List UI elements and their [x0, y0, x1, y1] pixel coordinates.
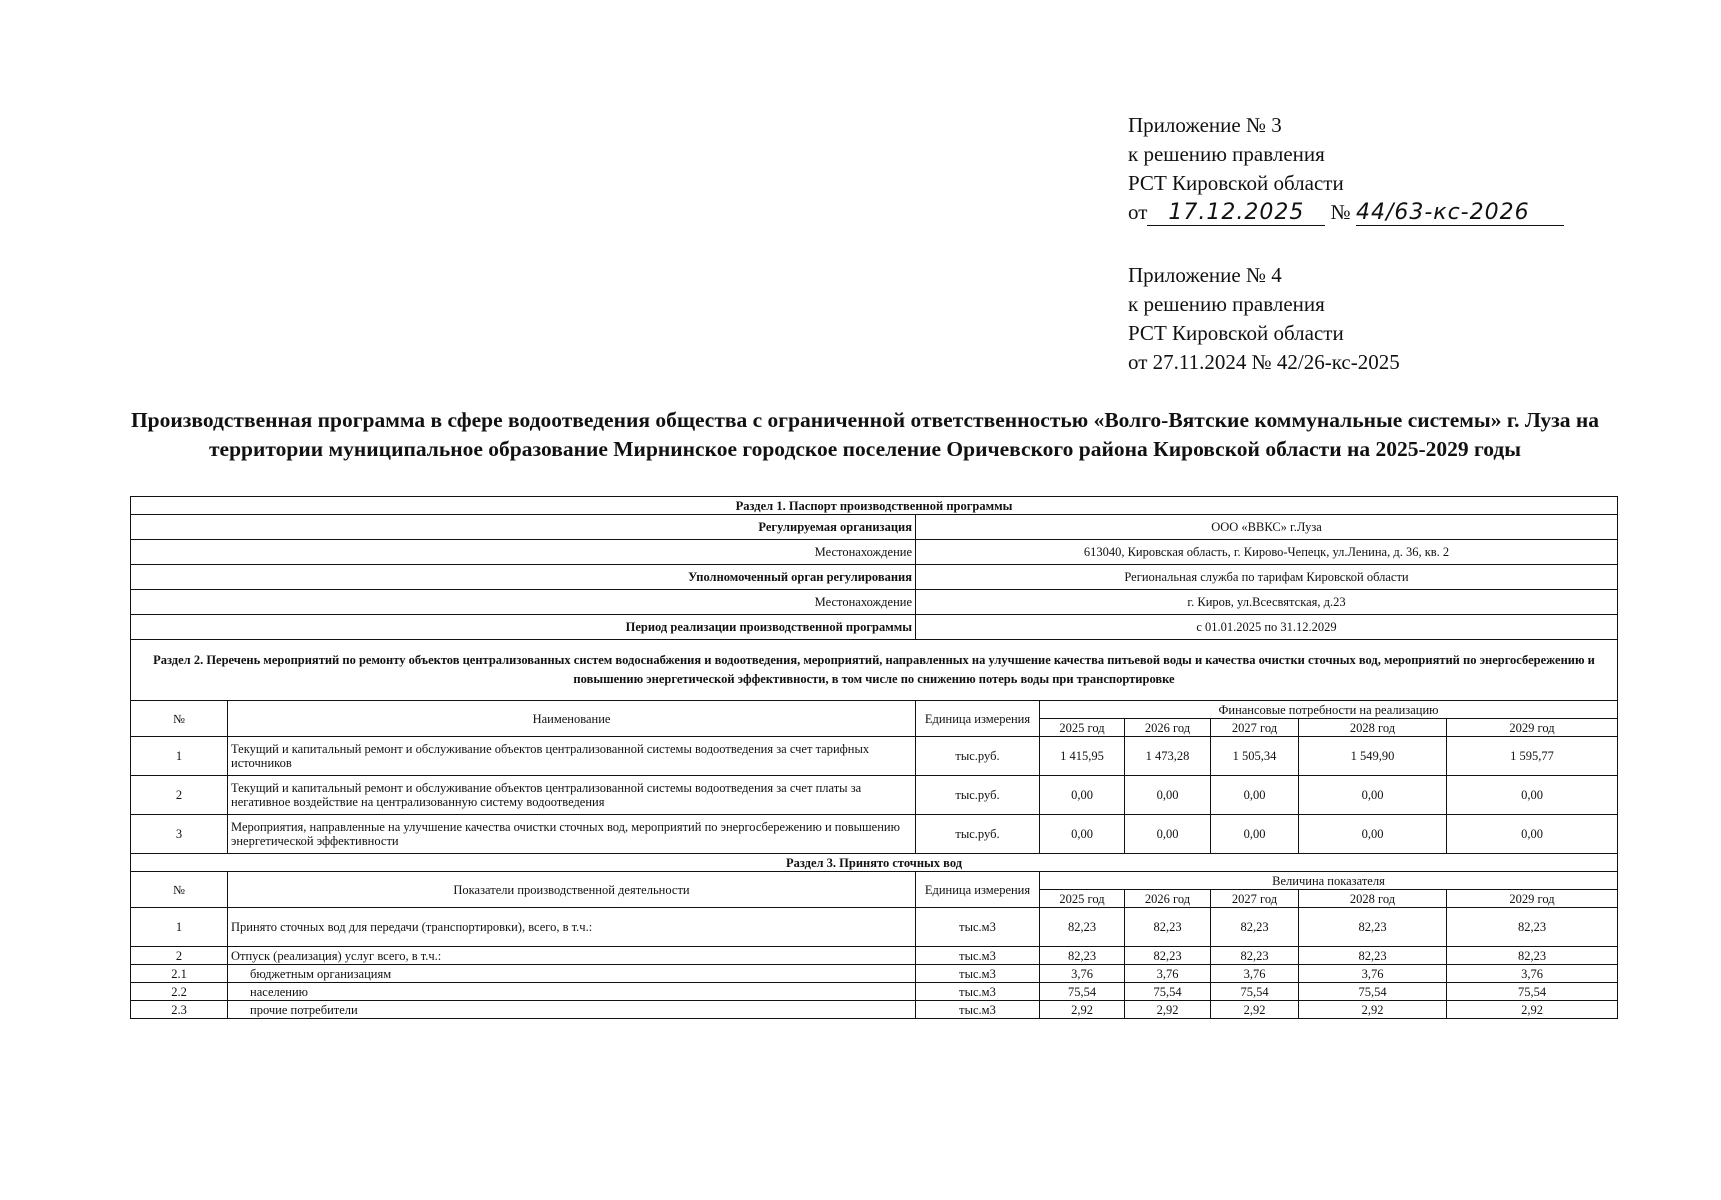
column-header-unit: Единица измерения	[916, 701, 1040, 737]
row-value: 3,76	[1125, 965, 1211, 983]
section-2-header-row	[131, 640, 1618, 701]
appendix-4-block	[1128, 261, 1400, 377]
row-unit: тыс.руб.	[916, 776, 1040, 815]
section-2-columns-row	[131, 701, 1618, 719]
year-header: 2027 год	[1211, 719, 1299, 737]
column-header-group: Величина показателя	[1040, 872, 1618, 890]
row-name: прочие потребители	[228, 1001, 916, 1019]
row-value: 82,23	[1211, 947, 1299, 965]
section-2-header: Раздел 2. Перечень мероприятий по ремонту объектов централизованных систем водоснабжения и водоотведения, мероприятий, направленных на улучшение качества питьевой воды и качества очистки сточных вод, мероприятий по энергосбережению и повышению энергетической эффективности, в том числе по снижению потерь воды при транспортировке	[131, 640, 1618, 701]
row-value: 82,23	[1040, 947, 1125, 965]
row-no: 2.2	[131, 983, 228, 1001]
appendix-3-line3: РСТ Кировской области	[1128, 171, 1344, 195]
passport-row	[131, 565, 1618, 590]
row-value: 1 505,34	[1211, 737, 1299, 776]
row-value: 82,23	[1211, 908, 1299, 947]
appendix-3-line2: к решению правления	[1128, 142, 1325, 166]
passport-row	[131, 615, 1618, 640]
year-header: 2029 год	[1447, 890, 1618, 908]
row-value: 2,92	[1447, 1001, 1618, 1019]
row-name: Принято сточных вод для передачи (транспортировки), всего, в т.ч.:	[228, 908, 916, 947]
table-row	[131, 737, 1618, 776]
appendix-4-line4: от 27.11.2024 № 42/26-кс-2025	[1128, 350, 1400, 374]
appendix-4-title: Приложение № 4	[1128, 263, 1282, 287]
column-header-no: №	[131, 701, 228, 737]
row-value: 1 595,77	[1447, 737, 1618, 776]
row-value: 0,00	[1299, 776, 1447, 815]
row-value: 0,00	[1040, 815, 1125, 854]
row-value: 82,23	[1299, 908, 1447, 947]
row-name: Текущий и капитальный ремонт и обслуживание объектов централизованной системы водоотведения за счет платы за негативное воздействие на централизованную систему водоотведения	[228, 776, 916, 815]
section-3-header: Раздел 3. Принято сточных вод	[131, 854, 1618, 872]
row-value: 0,00	[1299, 815, 1447, 854]
appendix-4-line2: к решению правления	[1128, 292, 1325, 316]
row-value: 0,00	[1211, 776, 1299, 815]
year-header: 2028 год	[1299, 719, 1447, 737]
row-value: 3,76	[1447, 965, 1618, 983]
row-name: Мероприятия, направленные на улучшение качества очистки сточных вод, мероприятий по энергосбережению и повышению энергетической эффективности	[228, 815, 916, 854]
row-value: 0,00	[1447, 776, 1618, 815]
appendix-3-block	[1128, 111, 1564, 227]
row-value: 0,00	[1125, 815, 1211, 854]
row-name: Отпуск (реализация) услуг всего, в т.ч.:	[228, 947, 916, 965]
row-value: 2,92	[1040, 1001, 1125, 1019]
row-name: бюджетным организациям	[228, 965, 916, 983]
column-header-unit: Единица измерения	[916, 872, 1040, 908]
passport-label: Уполномоченный орган регулирования	[131, 565, 916, 590]
row-value: 75,54	[1211, 983, 1299, 1001]
table-row	[131, 908, 1618, 947]
passport-value: Региональная служба по тарифам Кировской области	[916, 565, 1618, 590]
row-no: 2	[131, 776, 228, 815]
row-value: 1 415,95	[1040, 737, 1125, 776]
year-header: 2026 год	[1125, 890, 1211, 908]
row-unit: тыс.м3	[916, 947, 1040, 965]
row-value: 75,54	[1447, 983, 1618, 1001]
year-header: 2028 год	[1299, 890, 1447, 908]
passport-label: Местонахождение	[131, 540, 916, 565]
production-program-table	[130, 496, 1618, 1019]
row-value: 0,00	[1211, 815, 1299, 854]
table-row	[131, 965, 1618, 983]
row-no: 2	[131, 947, 228, 965]
row-no: 1	[131, 908, 228, 947]
appendix-3-date-handwritten: 17.12.2025	[1147, 201, 1325, 226]
row-value: 82,23	[1125, 908, 1211, 947]
row-value: 0,00	[1040, 776, 1125, 815]
table-row	[131, 947, 1618, 965]
row-value: 75,54	[1040, 983, 1125, 1001]
row-value: 82,23	[1447, 908, 1618, 947]
row-value: 75,54	[1299, 983, 1447, 1001]
appendix-3-decision-line	[1128, 198, 1564, 227]
row-value: 2,92	[1211, 1001, 1299, 1019]
section-3-header-row	[131, 854, 1618, 872]
table-row	[131, 983, 1618, 1001]
row-no: 1	[131, 737, 228, 776]
table-row	[131, 1001, 1618, 1019]
passport-value: 613040, Кировская область, г. Кирово-Чепецк, ул.Ленина, д. 36, кв. 2	[916, 540, 1618, 565]
row-value: 1 549,90	[1299, 737, 1447, 776]
appendix-3-no: №	[1330, 200, 1351, 224]
passport-label: Период реализации производственной программы	[131, 615, 916, 640]
year-header: 2027 год	[1211, 890, 1299, 908]
row-no: 2.1	[131, 965, 228, 983]
row-value: 0,00	[1125, 776, 1211, 815]
document-title: Производственная программа в сфере водоотведения общества с ограниченной ответственностью «Волго-Вятские коммунальные системы» г. Луза на территории муниципальное образование Мирнинское городское поселение Оричевского района Кировской области на 2025-2029 годы	[130, 408, 1600, 461]
section-1-header-row	[131, 497, 1618, 515]
row-value: 2,92	[1125, 1001, 1211, 1019]
year-header: 2029 год	[1447, 719, 1618, 737]
column-header-indicator: Показатели производственной деятельности	[228, 872, 916, 908]
row-value: 3,76	[1299, 965, 1447, 983]
passport-row	[131, 590, 1618, 615]
row-value: 2,92	[1299, 1001, 1447, 1019]
passport-label: Местонахождение	[131, 590, 916, 615]
row-unit: тыс.м3	[916, 965, 1040, 983]
row-name: Текущий и капитальный ремонт и обслуживание объектов централизованной системы водоотведения за счет тарифных источников	[228, 737, 916, 776]
column-header-group: Финансовые потребности на реализацию	[1040, 701, 1618, 719]
row-value: 82,23	[1125, 947, 1211, 965]
row-no: 2.3	[131, 1001, 228, 1019]
row-unit: тыс.руб.	[916, 737, 1040, 776]
row-value: 3,76	[1211, 965, 1299, 983]
row-value: 82,23	[1040, 908, 1125, 947]
passport-row	[131, 515, 1618, 540]
appendix-4-line3: РСТ Кировской области	[1128, 321, 1344, 345]
table-row	[131, 776, 1618, 815]
year-header: 2025 год	[1040, 719, 1125, 737]
row-value: 3,76	[1040, 965, 1125, 983]
row-value: 0,00	[1447, 815, 1618, 854]
year-header: 2026 год	[1125, 719, 1211, 737]
row-value: 82,23	[1447, 947, 1618, 965]
appendix-3-title: Приложение № 3	[1128, 113, 1282, 137]
row-name: населению	[228, 983, 916, 1001]
section-3-columns-row	[131, 872, 1618, 890]
year-header: 2025 год	[1040, 890, 1125, 908]
row-unit: тыс.м3	[916, 908, 1040, 947]
row-unit: тыс.м3	[916, 1001, 1040, 1019]
appendix-3-number-handwritten: 44/63-кс-2026	[1356, 201, 1564, 226]
column-header-no: №	[131, 872, 228, 908]
passport-row	[131, 540, 1618, 565]
row-unit: тыс.м3	[916, 983, 1040, 1001]
section-1-header: Раздел 1. Паспорт производственной программы	[131, 497, 1618, 515]
column-header-name: Наименование	[228, 701, 916, 737]
row-value: 82,23	[1299, 947, 1447, 965]
appendix-3-from: от	[1128, 200, 1148, 224]
row-no: 3	[131, 815, 228, 854]
passport-value: с 01.01.2025 по 31.12.2029	[916, 615, 1618, 640]
passport-value: ООО «ВВКС» г.Луза	[916, 515, 1618, 540]
table-row	[131, 815, 1618, 854]
row-value: 1 473,28	[1125, 737, 1211, 776]
row-value: 75,54	[1125, 983, 1211, 1001]
passport-value: г. Киров, ул.Всесвятская, д.23	[916, 590, 1618, 615]
row-unit: тыс.руб.	[916, 815, 1040, 854]
passport-label: Регулируемая организация	[131, 515, 916, 540]
